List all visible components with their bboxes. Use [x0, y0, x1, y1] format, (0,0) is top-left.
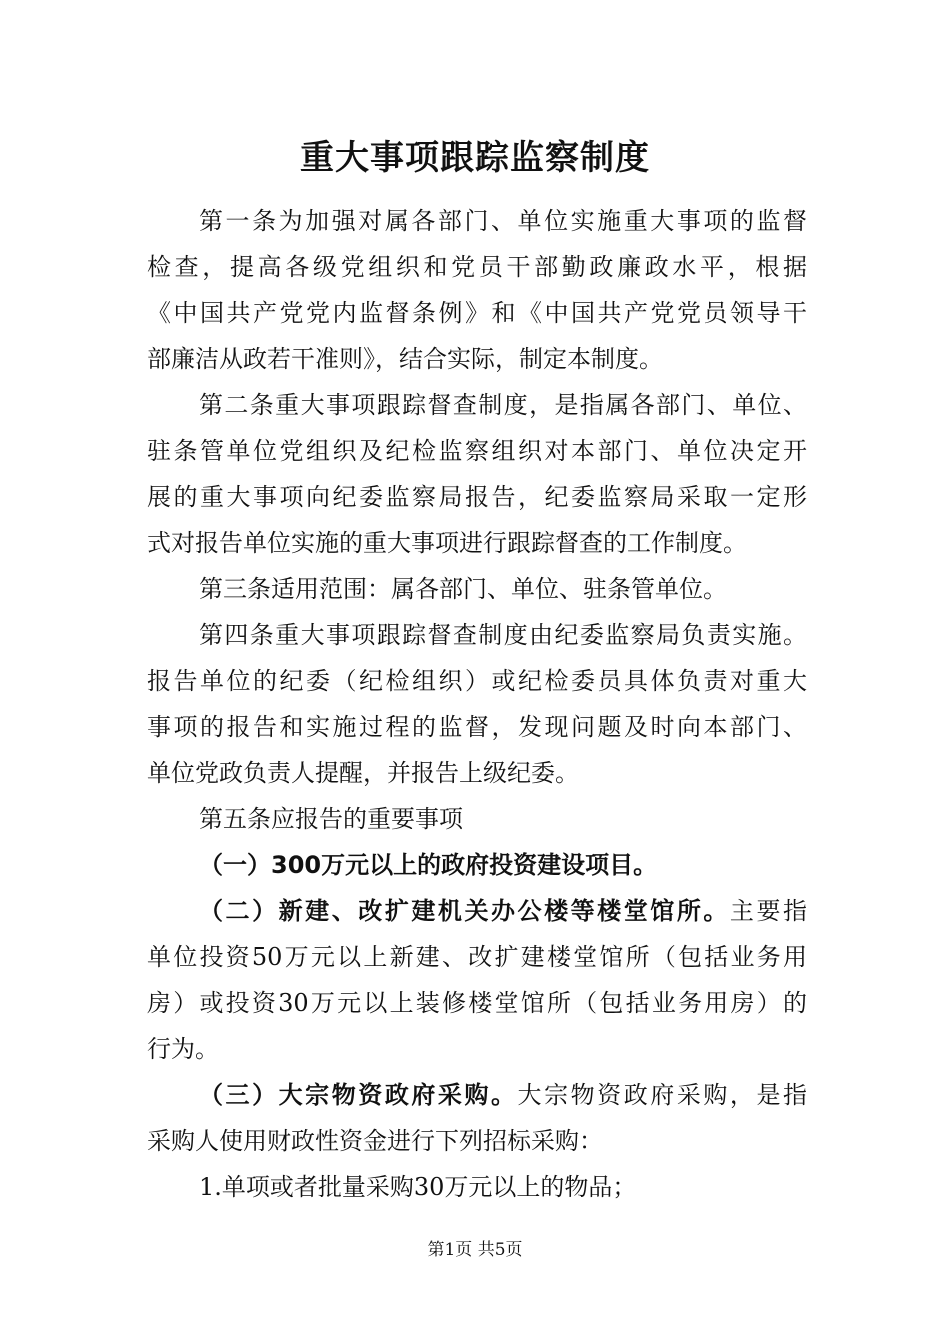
- paragraph-line: 检查，提高各级党组织和党员干部勤政廉政水平，根据: [147, 253, 807, 281]
- paragraph-line: 报告单位的纪委（纪检组织）或纪检委员具体负责对重大: [147, 667, 807, 695]
- paragraph-line: 房）或投资30万元以上装修楼堂馆所（包括业务用房）的: [147, 989, 807, 1017]
- paragraph-line: 第五条应报告的重要事项: [199, 805, 463, 833]
- item-3-text: 大宗物资政府采购，是指: [517, 1081, 808, 1109]
- paragraph-line: 部廉洁从政若干准则》，结合实际，制定本制度。: [147, 345, 663, 373]
- page-footer: 第1页 共5页: [427, 1240, 523, 1260]
- paragraph-line: 展的重大事项向纪委监察局报告，纪委监察局采取一定形: [147, 483, 807, 511]
- document-title: 重大事项跟踪监察制度: [300, 138, 650, 178]
- paragraph-line: 行为。: [147, 1035, 219, 1063]
- paragraph-line: 单位党政负责人提醒，并报告上级纪委。: [147, 759, 579, 787]
- item-2-line: [147, 888, 807, 934]
- item-3-line: [147, 1072, 807, 1118]
- paragraph-line: 驻条管单位党组织及纪检监察组织对本部门、单位决定开: [147, 437, 807, 465]
- paragraph-line: 《中国共产党党内监督条例》和《中国共产党党员领导干: [147, 299, 807, 327]
- paragraph-line: 事项的报告和实施过程的监督，发现问题及时向本部门、: [147, 713, 807, 741]
- paragraph-line: 第二条重大事项跟踪督查制度，是指属各部门、单位、: [199, 391, 807, 419]
- paragraph-line: 第四条重大事项跟踪督查制度由纪委监察局负责实施。: [199, 621, 807, 649]
- item-2-text: 主要指: [729, 897, 808, 925]
- paragraph-line: 1.单项或者批量采购30万元以上的物品；: [199, 1173, 637, 1201]
- item-3-heading: （三）大宗物资政府采购。: [199, 1081, 518, 1109]
- item-2-heading: （二）新建、改扩建机关办公楼等楼堂馆所。: [199, 897, 730, 925]
- paragraph-line: 第一条为加强对属各部门、单位实施重大事项的监督: [199, 207, 807, 235]
- item-1-heading: （一）300万元以上的政府投资建设项目。: [199, 851, 658, 879]
- paragraph-line: 单位投资50万元以上新建、改扩建楼堂馆所（包括业务用: [147, 943, 807, 971]
- paragraph-line: 第三条适用范围：属各部门、单位、驻条管单位。: [199, 575, 727, 603]
- paragraph-line: 采购人使用财政性资金进行下列招标采购：: [147, 1127, 603, 1155]
- document-body: [147, 198, 807, 1210]
- paragraph-line: 式对报告单位实施的重大事项进行跟踪督查的工作制度。: [147, 529, 747, 557]
- item-1-line: [147, 842, 807, 888]
